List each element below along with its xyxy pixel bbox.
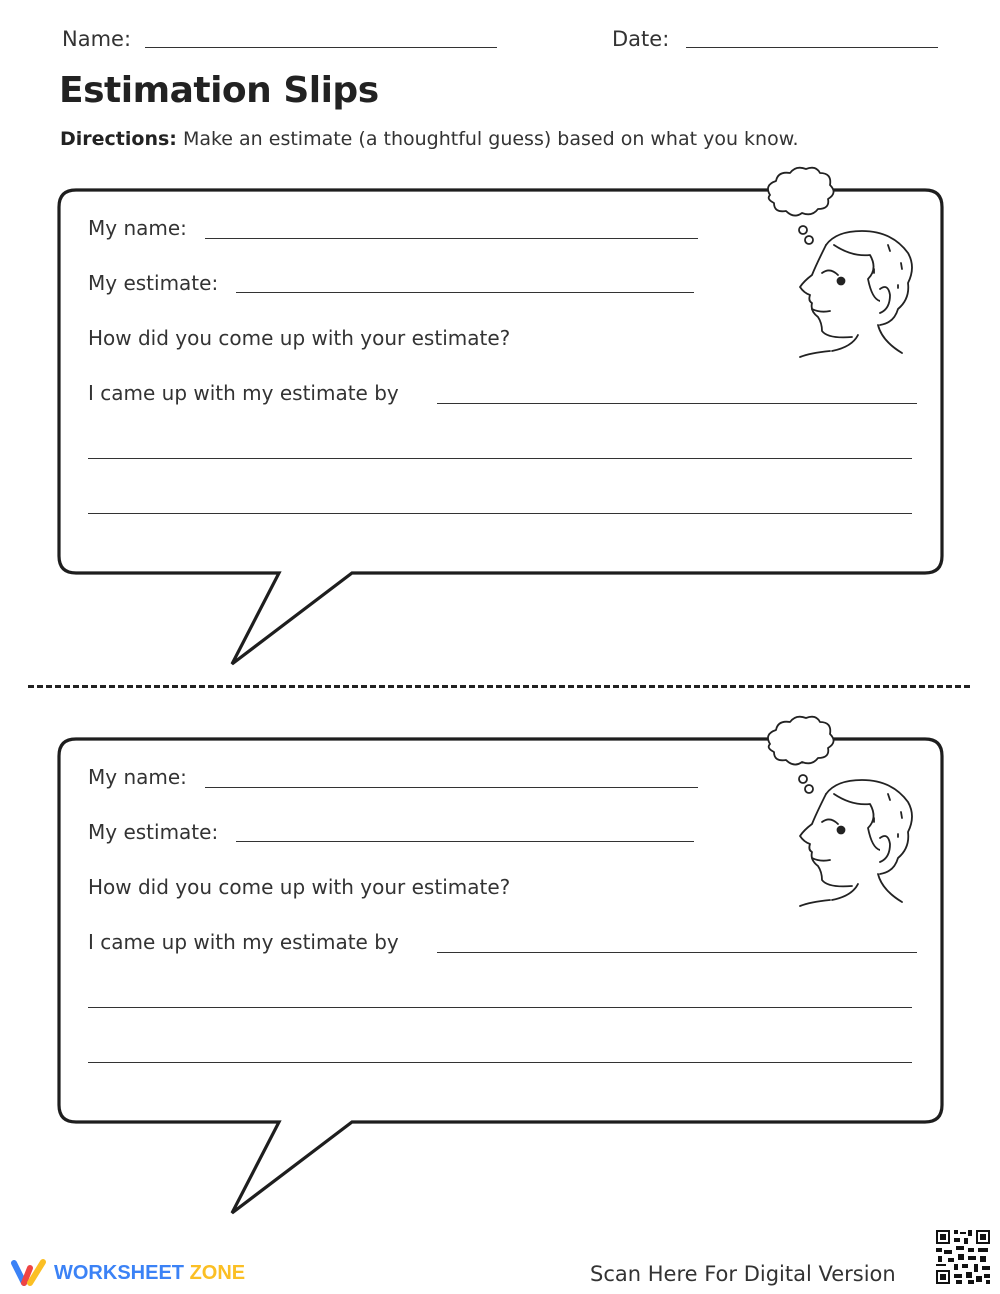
answer-input-line-1[interactable] (437, 403, 917, 404)
my-name-label: My name: (88, 765, 187, 789)
my-estimate-label: My estimate: (88, 271, 219, 295)
boy-head-icon (760, 714, 950, 914)
name-label: Name: (62, 27, 132, 51)
brand-name-part1: WORKSHEET (54, 1261, 184, 1284)
answer-input-line-2[interactable] (88, 1007, 912, 1008)
page-title: Estimation Slips (59, 70, 379, 111)
thought-cloud-icon (768, 168, 834, 216)
boy-head-icon (760, 165, 950, 365)
answer-input-line-3[interactable] (88, 1062, 912, 1063)
my-estimate-label: My estimate: (88, 820, 219, 844)
directions-text: Make an estimate (a thoughtful guess) based on what you know. (182, 128, 799, 150)
my-name-input-line[interactable] (205, 787, 698, 788)
answer-input-line-1[interactable] (437, 952, 917, 953)
answer-prompt: I came up with my estimate by (88, 381, 399, 405)
answer-input-line-2[interactable] (88, 458, 912, 459)
my-name-input-line[interactable] (205, 238, 698, 239)
estimation-slip-2 (0, 549, 1000, 1229)
brand-name-part2: ZONE (189, 1261, 246, 1284)
directions-label: Directions: (60, 128, 177, 150)
thought-cloud-icon (768, 717, 834, 765)
answer-input-line-3[interactable] (88, 513, 912, 514)
date-label: Date: (612, 27, 670, 51)
my-name-label: My name: (88, 216, 187, 240)
answer-prompt: I came up with my estimate by (88, 930, 399, 954)
question-text: How did you come up with your estimate? (88, 875, 511, 899)
scan-text: Scan Here For Digital Version (590, 1262, 896, 1286)
my-estimate-input-line[interactable] (236, 841, 694, 842)
qr-code-icon[interactable] (934, 1228, 992, 1286)
question-text: How did you come up with your estimate? (88, 326, 511, 350)
worksheetzone-logo[interactable] (10, 1258, 245, 1288)
worksheetzone-logo-icon (10, 1258, 48, 1288)
my-estimate-input-line[interactable] (236, 292, 694, 293)
